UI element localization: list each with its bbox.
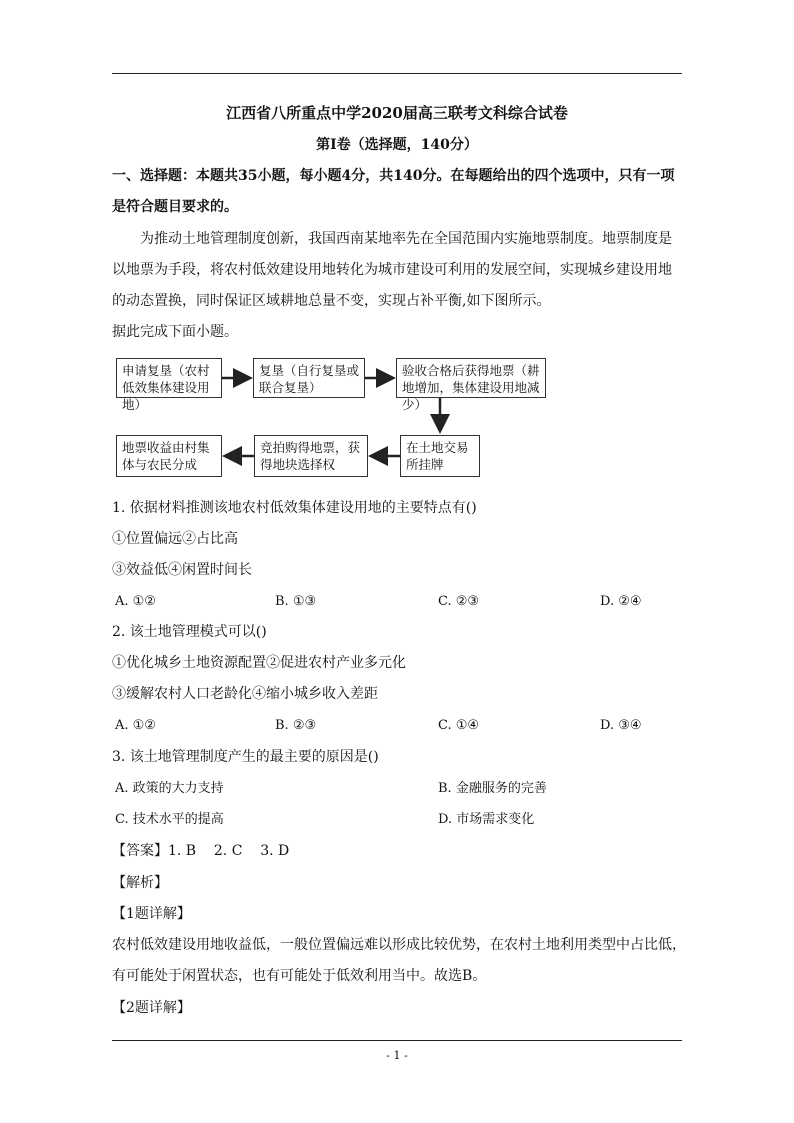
question-2-option-a: A. ①② (115, 718, 156, 733)
flow-box-revenue: 地票收益由村集体与农民分成 (116, 435, 222, 477)
section-heading-line2: 是符合题目要求的。 (112, 199, 238, 215)
question-3-option-d: D. 市场需求变化 (438, 812, 535, 827)
question-1-item-1: ①位置偏远②占比高 (112, 531, 238, 547)
question-1-option-c: C. ②③ (438, 594, 480, 609)
flow-box-listing: 在土地交易所挂牌 (400, 435, 480, 477)
question-3-option-c: C. 技术水平的提高 (115, 812, 224, 827)
question-1-option-a: A. ①② (115, 594, 156, 609)
detail-1-line2: 有可能处于闲置状态，也有可能处于低效利用当中。故选B。 (112, 968, 487, 984)
intro-line2: 以地票为手段，将农村低效建设用地转化为城市建设可利用的发展空间，实现城乡建设用地 (112, 262, 672, 278)
question-3-option-a: A. 政策的大力支持 (115, 781, 224, 796)
page-subtitle: 第Ⅰ卷（选择题，140分） (316, 137, 478, 153)
analysis-label: 【解析】 (112, 875, 168, 891)
question-2-item-2: ③缓解农村人口老龄化④缩小城乡收入差距 (112, 686, 378, 702)
detail-1-line1: 农村低效建设用地收益低，一般位置偏远难以形成比较优势，在农村土地利用类型中占比低， (112, 937, 686, 953)
question-1-option-d: D. ②④ (600, 594, 642, 609)
question-2-option-c: C. ①④ (438, 718, 480, 733)
question-2-option-b: B. ②③ (275, 718, 317, 733)
flow-box-apply: 申请复垦（农村低效集体建设用地） (116, 358, 222, 398)
question-3-option-b: B. 金融服务的完善 (438, 781, 547, 796)
flow-box-acceptance: 验收合格后获得地票（耕地增加，集体建设用地减少） (396, 358, 546, 398)
question-2-item-1: ①优化城乡土地资源配置②促进农村产业多元化 (112, 655, 406, 671)
page-title: 江西省八所重点中学2020届高三联考文科综合试卷 (226, 104, 568, 122)
detail-2-label: 【2题详解】 (112, 1000, 191, 1016)
answer-line: 【答案】1. B 2. C 3. D (112, 843, 290, 859)
footer-rule (112, 1040, 682, 1041)
intro-line3: 的动态置换，同时保证区域耕地总量不变，实现占补平衡,如下图所示。 (112, 293, 551, 309)
question-1-item-2: ③效益低④闲置时间长 (112, 562, 252, 578)
question-1-stem: 1. 依据材料推测该地农村低效集体建设用地的主要特点有() (112, 500, 477, 516)
page-number: - 1 - (386, 1049, 408, 1062)
section-heading-line1: 一、选择题：本题共35小题，每小题4分，共140分。在每题给出的四个选项中，只有一项 (112, 168, 675, 184)
detail-1-label: 【1题详解】 (112, 906, 191, 922)
flow-box-reclaim: 复垦（自行复垦或联合复垦） (253, 358, 365, 398)
intro-line1: 为推动土地管理制度创新，我国西南某地率先在全国范围内实施地票制度。地票制度是 (140, 231, 672, 247)
question-2-stem: 2. 该土地管理模式可以() (112, 624, 267, 640)
question-2-option-d: D. ③④ (600, 718, 642, 733)
intro-line4: 据此完成下面小题。 (112, 324, 238, 340)
question-1-option-b: B. ①③ (275, 594, 317, 609)
question-3-stem: 3. 该土地管理制度产生的最主要的原因是() (112, 749, 379, 765)
flow-box-auction: 竞拍购得地票，获得地块选择权 (254, 435, 368, 477)
